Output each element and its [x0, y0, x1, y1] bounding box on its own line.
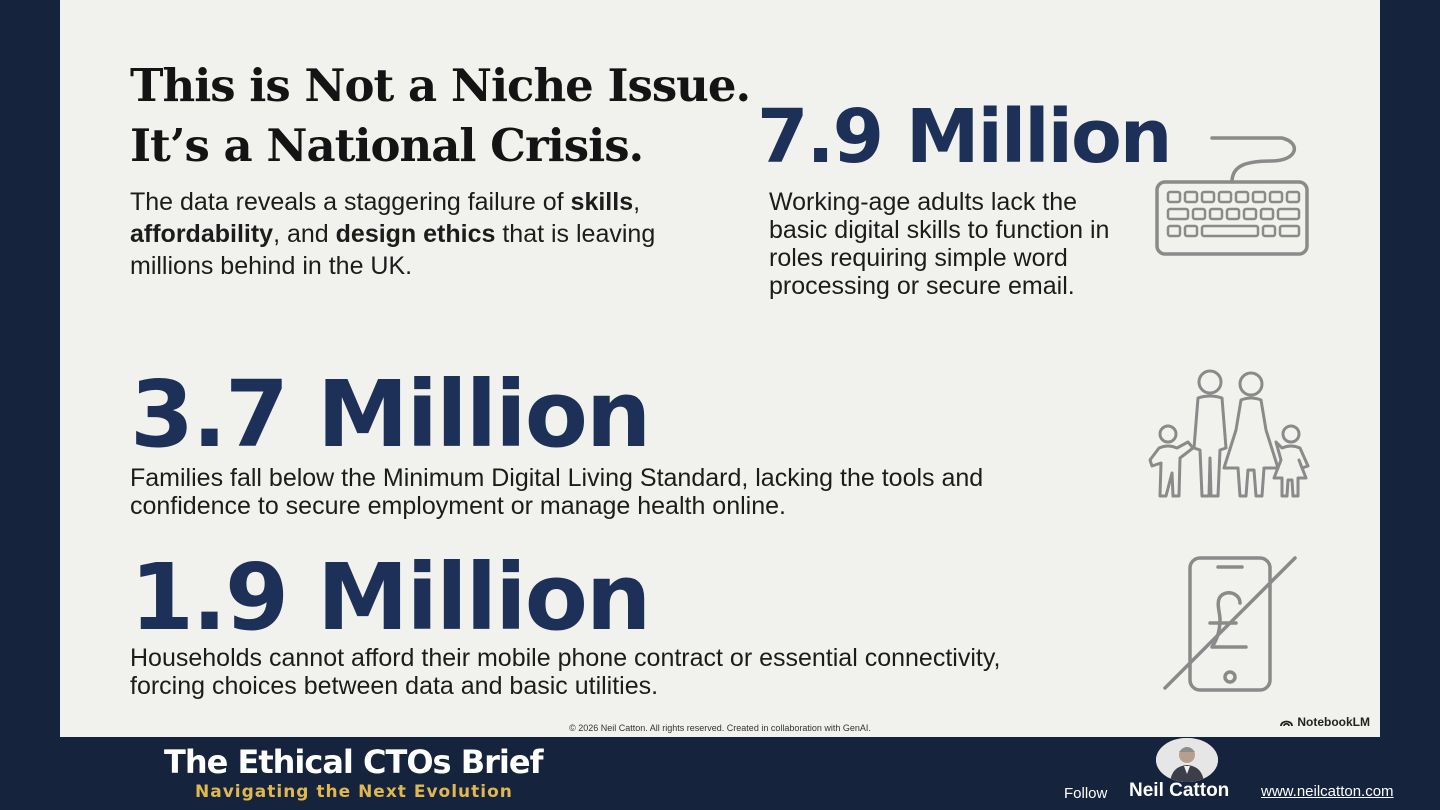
follow-label: Follow — [1064, 785, 1108, 802]
intro-keyword-design-ethics: design ethics — [335, 220, 496, 248]
website-link[interactable]: www.neilcatton.com — [1261, 783, 1394, 800]
heading-line-1: This is Not a Niche Issue. — [130, 59, 751, 112]
avatar[interactable] — [1156, 738, 1218, 782]
stat-description-households: Households cannot afford their mobile phone contract or essential connectivity, forcing choices between data and basic utilities. — [130, 644, 1001, 700]
notebooklm-watermark — [1280, 715, 1370, 729]
copyright-notice: © 2026 Neil Catton. All rights reserved. Created in collaboration with GenAI. — [569, 723, 871, 733]
author-portrait-icon — [1156, 738, 1218, 782]
intro-part: that is leaving millions behind in the UK. — [130, 220, 656, 280]
stat-value-skills: 7.9 Million — [757, 94, 1171, 180]
family-icon — [1148, 368, 1312, 500]
stat-value-families: 3.7 Million — [130, 361, 650, 468]
notebooklm-logo-icon — [1280, 717, 1293, 727]
stat-description-skills: Working-age adults lack the basic digital skills to function in roles requiring simple word processing or secure email. — [769, 188, 1110, 300]
intro-part: , and — [273, 220, 336, 248]
intro-keyword-affordability: affordability — [130, 220, 274, 248]
page-title — [130, 56, 750, 176]
intro-keyword-skills: skills — [570, 188, 634, 216]
heading-line-2: It’s a National Crisis. — [130, 119, 644, 172]
intro-part: The data reveals a staggering failure of — [130, 188, 571, 216]
stat-description-families: Families fall below the Minimum Digital Living Standard, lacking the tools and confidence to secure employment or manage health online. — [130, 464, 984, 520]
intro-text — [130, 186, 690, 282]
keyboard-icon — [1152, 135, 1312, 260]
phone-pound-crossed-icon — [1160, 553, 1300, 695]
slide — [60, 0, 1380, 737]
watermark-label: NotebookLM — [1297, 715, 1370, 729]
intro-part: , — [633, 188, 641, 216]
stat-value-households: 1.9 Million — [130, 544, 650, 651]
author-name-link[interactable]: Neil Catton — [1129, 780, 1230, 801]
brand-subtitle: Navigating the Next Evolution — [195, 782, 513, 802]
brand-title: The Ethical CTOs Brief — [164, 743, 543, 781]
